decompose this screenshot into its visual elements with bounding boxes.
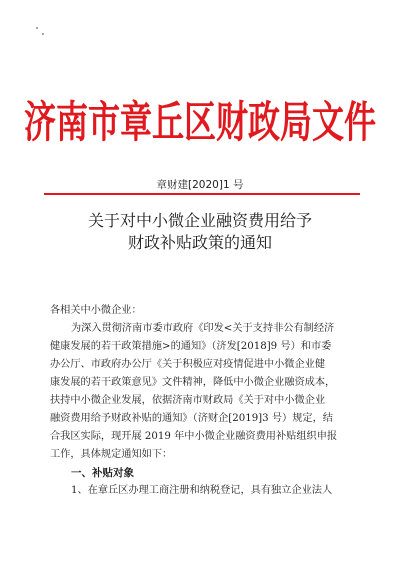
list-item: 1、在章丘区办理工商注册和纳税登记，具有独立企业法人: [71, 485, 333, 496]
paragraph-line: 扶持中小微企业发展，依据济南市财政局《关于对中小微企业: [50, 395, 326, 406]
paragraph-line: 办公厅、市政府办公厅《关于积极应对疫情促进中小微企业健: [50, 359, 326, 370]
notice-title: [0, 210, 400, 254]
salutation: 各相关中小微企业：: [50, 305, 142, 316]
paragraph-line: 健康发展的若干政策措施>的通知》（济发[2018]9 号）和市委: [50, 341, 332, 352]
notice-title-line-1: 关于对中小微企业融资费用给予: [87, 211, 312, 230]
document-body: [50, 302, 368, 500]
paragraph-line: 融资费用给予财政补贴的通知》（济财企[2019]3 号）规定，结: [50, 413, 333, 424]
paragraph-line: 康发展的若干政策意见》文件精神，降低中小微企业融资成本，: [50, 377, 336, 388]
scan-speck: [42, 33, 44, 35]
section-heading: 一、补贴对象: [71, 467, 134, 479]
paragraph-line: 工作，具体规定通知如下：: [50, 449, 173, 460]
paragraph-line: 为深入贯彻济南市委市政府《印发<关于支持非公有制经济: [71, 323, 335, 334]
red-divider-line: [44, 193, 360, 195]
intro-paragraph: [50, 320, 368, 464]
paragraph-line: 合我区实际，现开展 2019 年中小微企业融资费用补贴组织申报: [50, 431, 338, 442]
document-header-title: 济南市章丘区财政局文件: [23, 96, 376, 148]
notice-title-line-2: 财政补贴政策的通知: [127, 233, 272, 252]
document-number: 章财建[2020]1 号: [156, 179, 244, 191]
scan-speck: [36, 27, 38, 29]
